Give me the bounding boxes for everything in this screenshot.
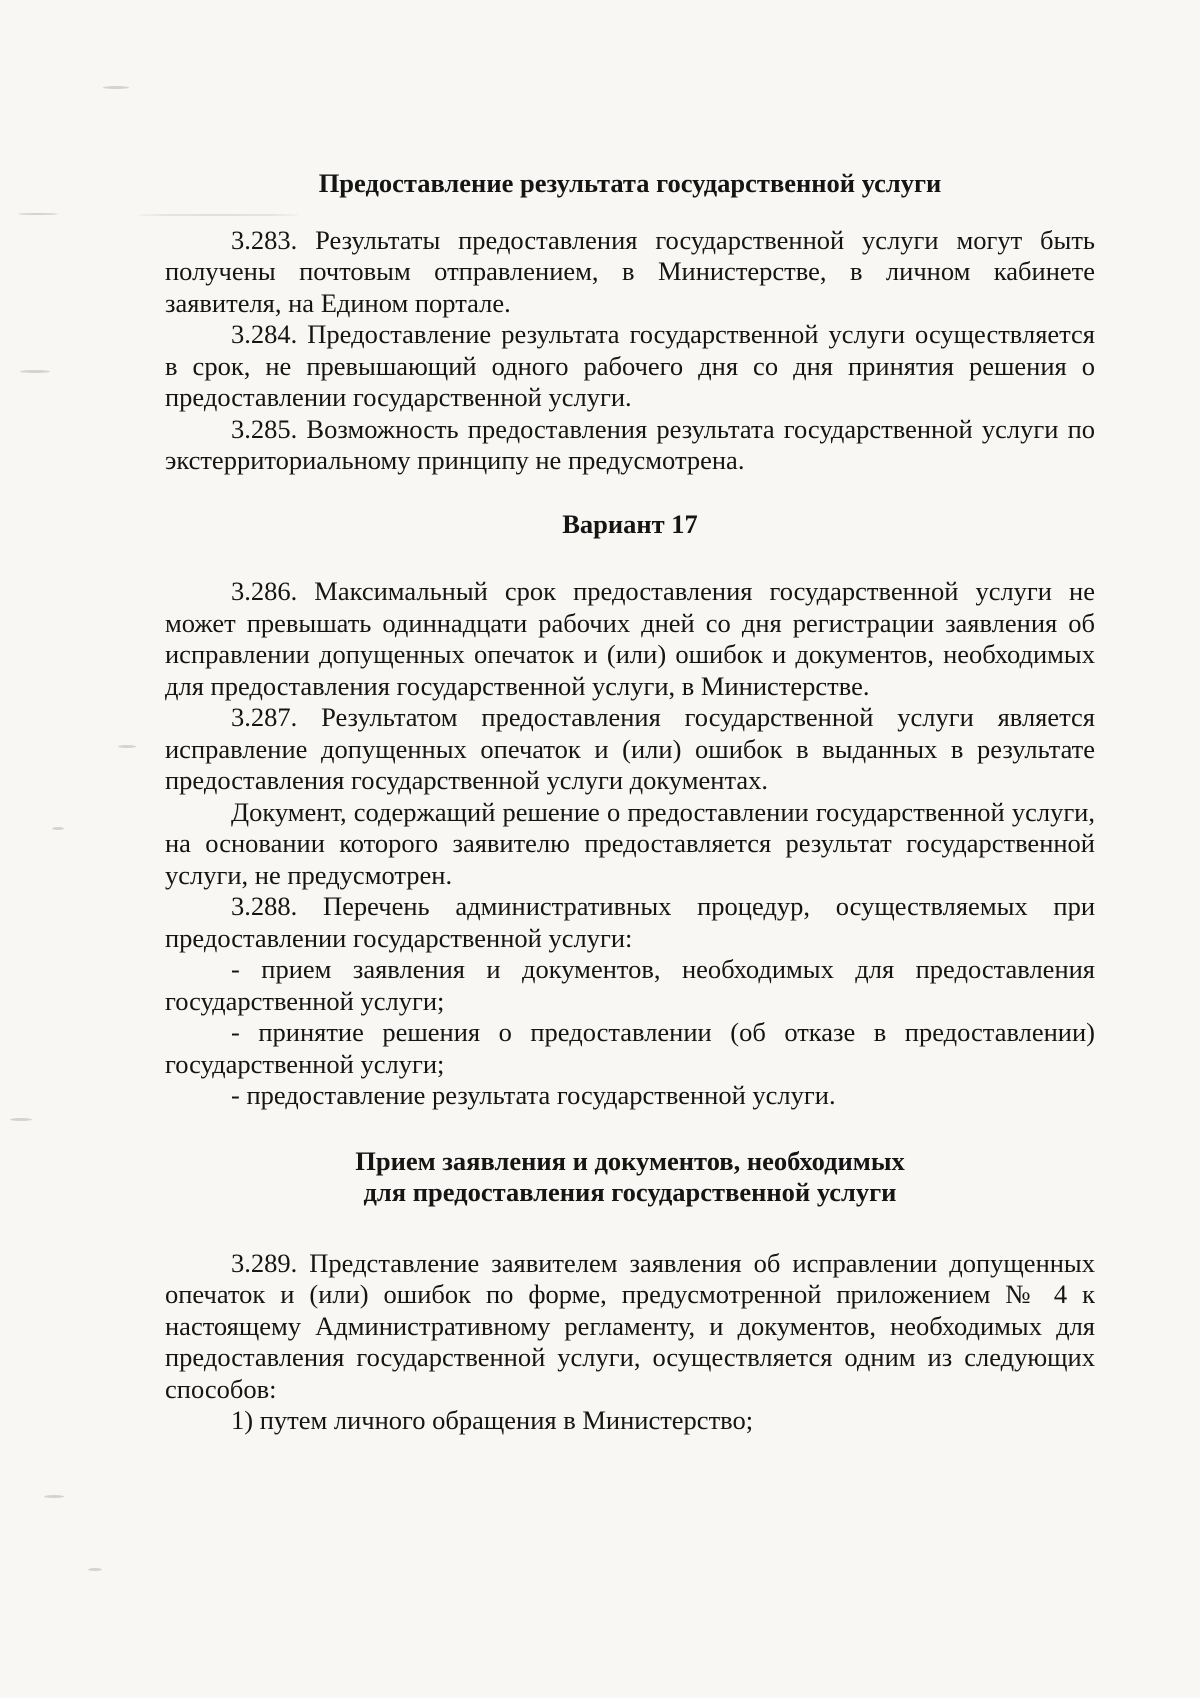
scan-speck — [20, 370, 50, 373]
section-heading-application-line-2: для предоставления государственной услуги — [363, 1177, 897, 1207]
paragraph-3-288: 3.288. Перечень административных процедур, осуществляемых при предоставлении государственной услуги: — [165, 891, 1095, 953]
list-item-procedure-2: - принятие решения о предоставлении (об отказе в предоставлении) государственной услуги; — [165, 1017, 1095, 1079]
paragraph-3-289: 3.289. Представление заявителем заявления об исправлении допущенных опечаток и (или) ошибок по форме, предусмотренной приложением № 4 к настоящему Административному регламенту, и документов, необходимых для предоставления государственной услуги, осуществляется одним из следующих способов: — [165, 1247, 1095, 1404]
paragraph-3-286: 3.286. Максимальный срок предоставления государственной услуги не может превышать одиннадцати рабочих дней со дня регистрации заявления об исправлении допущенных опечаток и (или) ошибок и документов, необходимых для предоставления государственной услуги, в Министерстве. — [165, 576, 1095, 701]
scan-speck — [118, 745, 136, 748]
paragraph-3-284: 3.284. Предоставление результата государственной услуги осуществляется в срок, не превышающий одного рабочего дня со дня принятия решения о предоставлении государственной услуги. — [165, 319, 1095, 412]
list-item-method-1: 1) путем личного обращения в Министерство; — [231, 1405, 754, 1435]
scan-speck — [10, 1118, 32, 1121]
section-heading-application — [165, 1146, 1095, 1209]
section-heading-application-line-1: Прием заявления и документов, необходимых — [355, 1145, 905, 1176]
list-item-procedure-1: - прием заявления и документов, необходимых для предоставления государственной услуги; — [165, 954, 1095, 1016]
document-body — [165, 168, 1095, 1437]
scan-speck — [18, 213, 58, 215]
paragraph-3-283: 3.283. Результаты предоставления государственной услуги могут быть получены почтовым отправлением, в Министерстве, в личном кабинете заявителя, на Едином портале. — [165, 224, 1095, 318]
scan-speck — [52, 827, 64, 830]
paragraph-document-not-provided: Документ, содержащий решение о предоставлении государственной услуги, на основании которого заявителю предоставляется результат государственной услуги, не предусмотрен. — [165, 796, 1095, 890]
scan-speck — [88, 1568, 102, 1571]
scan-speck — [103, 86, 129, 89]
paragraph-3-285: 3.285. Возможность предоставления результата государственной услуги по экстерриториальному принципу не предусмотрена. — [165, 413, 1095, 475]
variant-heading: Вариант 17 — [562, 508, 698, 539]
scan-speck — [44, 1495, 64, 1498]
list-item-procedure-3: - предоставление результата государственной услуги. — [231, 1080, 836, 1110]
section-heading-result: Предоставление результата государственной услуги — [318, 168, 942, 198]
paragraph-3-287: 3.287. Результатом предоставления государственной услуги является исправление допущенных опечаток и (или) ошибок в выданных в результате предоставления государственной услуги документах. — [165, 702, 1095, 795]
